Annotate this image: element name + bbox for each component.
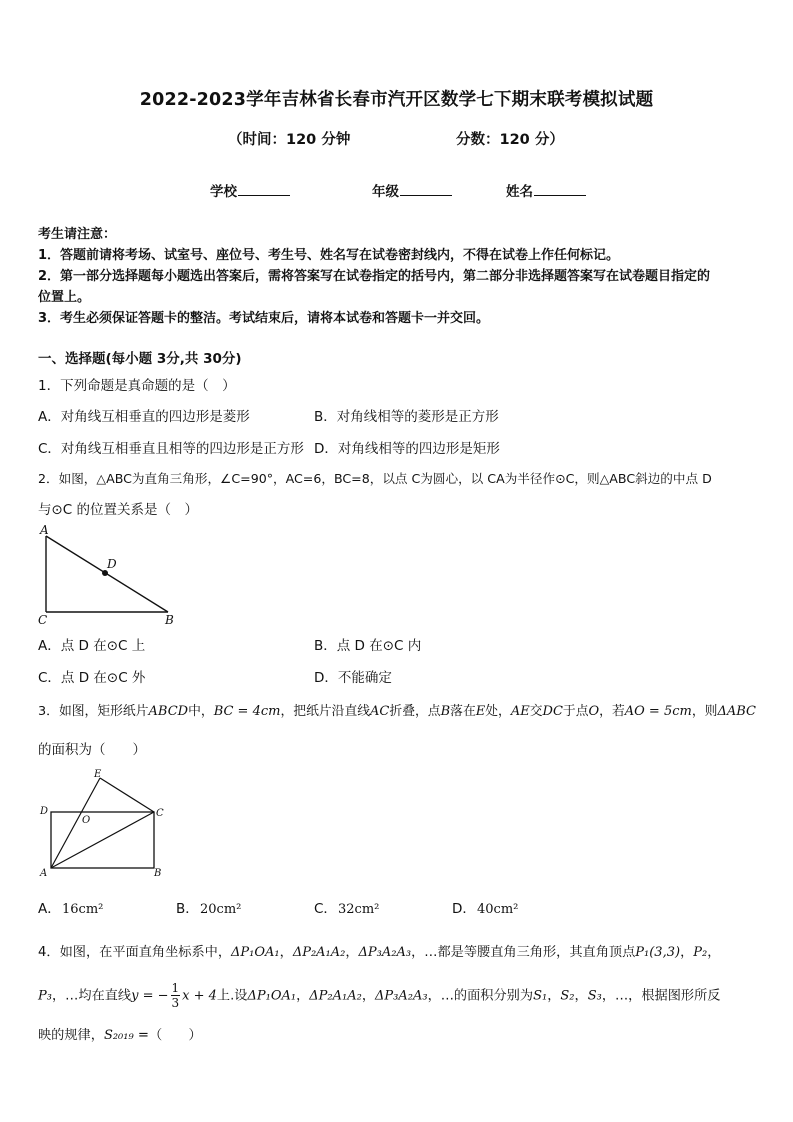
grade-label: 年级	[372, 184, 399, 200]
q3-label-o: O	[82, 815, 91, 826]
notice-line-2b: 位置上。	[38, 290, 91, 305]
q2-triangle-figure	[34, 522, 184, 632]
q3-rectangle-figure	[34, 766, 174, 882]
q4-comma: ，	[680, 945, 694, 960]
q3-text-1: 3．如图，矩形纸片	[38, 704, 149, 719]
q2-label-a: A	[40, 523, 49, 537]
q1-stem: 1．下列命题是真命题的是（ ）	[38, 378, 236, 394]
q3-option-c-value[interactable]: 32cm²	[338, 902, 380, 917]
name-label: 姓名	[506, 184, 533, 200]
q3-math-ae: AE	[510, 704, 530, 719]
q3-option-d-label[interactable]: D．	[452, 901, 476, 917]
q1-option-b[interactable]: B．对角线相等的菱形是正方形	[314, 409, 499, 425]
school-blank[interactable]	[238, 181, 290, 196]
q4-comma: ，	[547, 988, 561, 1004]
q4-math-line-tail: x + 4	[182, 988, 217, 1004]
exam-score: 分数：120 分）	[456, 132, 564, 148]
q3-stem-line-1	[38, 700, 756, 719]
q3-math-bc: BC = 4cm	[213, 704, 281, 719]
q3-text-4: 折叠，点	[389, 704, 441, 719]
q2-label-d: D	[107, 557, 117, 571]
q3-math-b: B	[440, 704, 451, 719]
q4-comma: ，	[361, 988, 376, 1004]
q4-math-p3: P₃	[38, 988, 52, 1004]
q3-text-7: 交	[529, 704, 543, 719]
q3-option-c-label[interactable]: C．	[314, 901, 337, 917]
q3-stem-line-2: 的面积为（ ）	[38, 742, 146, 758]
q4-comma: ，	[279, 945, 293, 960]
q3-label-e: E	[94, 769, 102, 780]
q3-math-o: O	[588, 704, 600, 719]
q2-label-b: B	[165, 613, 174, 627]
grade-field[interactable]	[372, 180, 452, 200]
q3-option-a-value[interactable]: 16cm²	[62, 902, 104, 917]
q4-math-s3: S₃	[587, 988, 602, 1004]
q3-option-b-value[interactable]: 20cm²	[200, 902, 242, 917]
q2-option-c[interactable]: C．点 D 在⊙C 外	[38, 670, 146, 686]
q4-math-s2: S₂	[560, 988, 575, 1004]
q4-stem-line-2	[38, 981, 721, 1010]
q2-stem-line-1: 2．如图，△ABC为直角三角形，∠C=90°，AC=6，BC=8，以点 C为圆心，以 CA为半径作⊙C，则△ABC斜边的中点 D	[38, 471, 712, 486]
q4-fraction-den: 3	[171, 996, 180, 1010]
notice-heading: 考生请注意：	[38, 227, 117, 242]
notice-line-2a: 2．第一部分选择题每小题选出答案后，需将答案写在试卷指定的括号内，第二部分非选择题答案写在试卷题目指定的	[38, 269, 711, 284]
q3-text-10: ，则	[691, 704, 718, 719]
q4-text-3a: 映的规律，	[38, 1028, 104, 1043]
q3-label-b: B	[154, 868, 162, 879]
q3-text-2: 中，	[188, 704, 214, 719]
q2-option-d[interactable]: D．不能确定	[314, 670, 392, 686]
q3-label-a: A	[40, 868, 48, 879]
section-heading: 一、选择题(每小题 3分,共 30分)	[38, 351, 242, 367]
q2-option-b[interactable]: B．点 D 在⊙C 内	[314, 638, 422, 654]
school-label: 学校	[210, 184, 237, 200]
q4-math-p1: P₁(3,3)	[635, 945, 681, 960]
q3-math-dc: DC	[542, 704, 563, 719]
name-blank[interactable]	[534, 181, 586, 196]
q4-fraction-num: 1	[171, 981, 180, 995]
q3-text-8: 于点	[562, 704, 589, 719]
q3-label-d: D	[40, 806, 49, 817]
page-title: 2022-2023学年吉林省长春市汽开区数学七下期末联考模拟试题	[139, 90, 654, 110]
q3-math-e: E	[475, 704, 486, 719]
q1-option-d[interactable]: D．对角线相等的四边形是矩形	[314, 441, 500, 457]
q1-option-a[interactable]: A．对角线互相垂直的四边形是菱形	[38, 409, 250, 425]
q4-comma: ，	[296, 988, 310, 1004]
grade-blank[interactable]	[400, 181, 452, 196]
q3-math-triangle: ΔABC	[717, 704, 756, 719]
q4-math-t1: ΔP₁OA₁	[231, 945, 280, 960]
q3-option-b-label[interactable]: B．	[176, 901, 199, 917]
exam-time: （时间：120 分钟	[228, 132, 351, 148]
q3-text-9: ，若	[599, 704, 625, 719]
q3-option-a-label[interactable]: A．	[38, 901, 61, 917]
q2-label-c: C	[38, 613, 48, 627]
q4-text-2a: ，…均在直线	[51, 988, 132, 1004]
q3-option-d-value[interactable]: 40cm²	[477, 902, 519, 917]
q3-text-5: 落在	[450, 704, 476, 719]
q3-text-6: 处，	[485, 704, 511, 719]
school-field[interactable]	[210, 180, 290, 200]
q4-stem-line-1	[38, 941, 720, 960]
q4-math-t1b: ΔP₁OA₁	[247, 988, 297, 1004]
q4-text-3b: =（ ）	[133, 1028, 202, 1043]
q4-math-t2b: ΔP₂A₁A₂	[309, 988, 362, 1004]
q2-option-a[interactable]: A．点 D 在⊙C 上	[38, 638, 146, 654]
q3-label-c: C	[156, 808, 164, 819]
q4-comma: ，	[574, 988, 588, 1004]
q4-stem-line-3	[38, 1024, 202, 1043]
q4-math-s2019: S₂₀₁₉	[103, 1028, 134, 1043]
q3-text-3: ，把纸片沿直线	[280, 704, 371, 719]
q3-math-ac: AC	[370, 704, 390, 719]
notice-line-1: 1．答题前请将考场、试室号、座位号、考生号、姓名写在试卷密封线内，不得在试卷上作任何标记。	[38, 248, 620, 263]
q4-comma: ，	[707, 945, 721, 960]
q3-math-abcd: ABCD	[148, 704, 189, 719]
q4-math-t3b: ΔP₃A₂A₃	[375, 988, 428, 1004]
q4-text-1b: ，…都是等腰直角三角形，其直角顶点	[411, 945, 636, 960]
q4-math-t2: ΔP₂A₁A₂	[292, 945, 346, 960]
notice-line-3: 3．考生必须保证答题卡的整洁。考试结束后，请将本试卷和答题卡一并交回。	[38, 311, 490, 326]
q4-text-2c: ，…的面积分别为	[427, 988, 534, 1004]
q4-text-1a: 4．如图，在平面直角坐标系中，	[38, 945, 232, 960]
name-field[interactable]	[506, 180, 586, 200]
q4-text-2b: 上.设	[216, 988, 248, 1004]
q2-stem-line-2: 与⊙C 的位置关系是（ ）	[38, 502, 199, 518]
q4-math-p2: P₂	[693, 945, 708, 960]
q4-math-s1: S₁	[533, 988, 548, 1004]
q4-math-t3: ΔP₃A₂A₃	[358, 945, 412, 960]
q3-line-ec	[100, 778, 154, 812]
q4-comma: ，	[345, 945, 359, 960]
q4-math-line-y: y = −	[131, 988, 169, 1004]
q3-math-ao: AO = 5cm	[624, 704, 692, 719]
q1-option-c[interactable]: C．对角线互相垂直且相等的四边形是正方形	[38, 441, 304, 457]
q4-text-2d: ，…，根据图形所反	[601, 988, 721, 1004]
q4-fraction	[171, 981, 181, 1010]
